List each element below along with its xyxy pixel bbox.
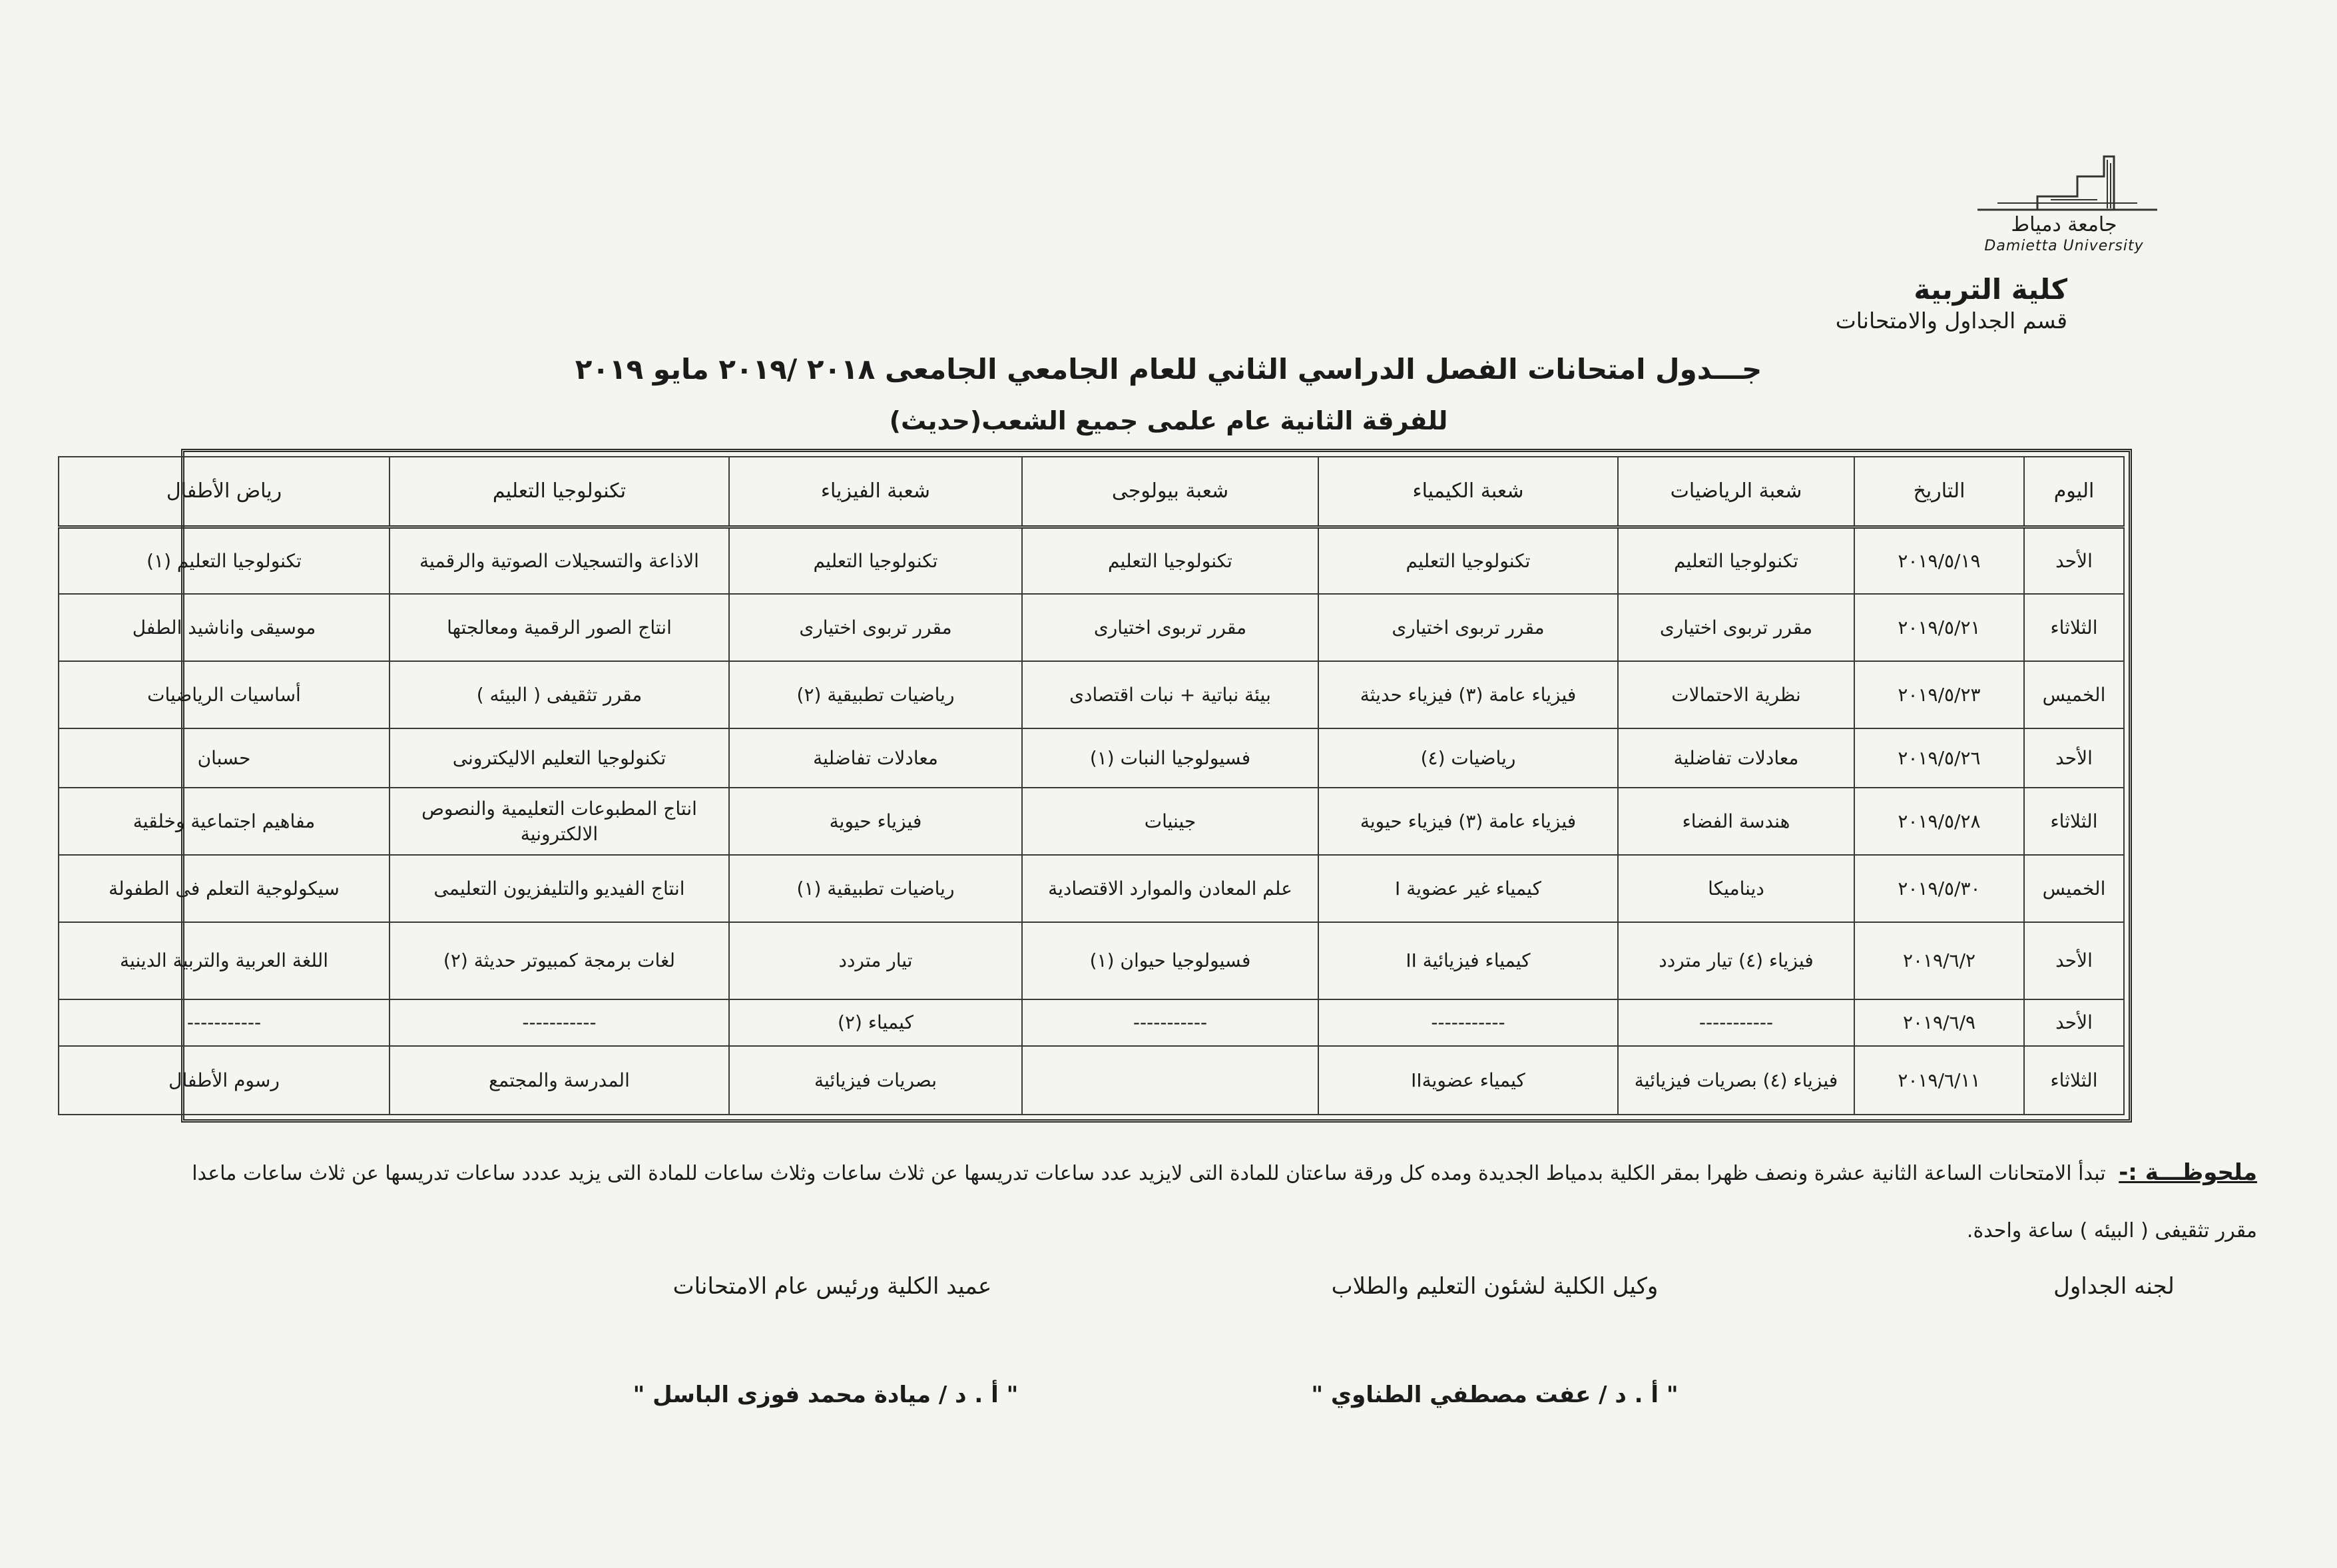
cell-chem: مقرر تربوى اختيارى <box>1318 594 1618 661</box>
cell-kg: رسوم الأطفال <box>59 1046 390 1115</box>
logo-latin-text: Damietta University <box>1984 238 2144 254</box>
table-row <box>59 855 2124 922</box>
cell-kg: اللغة العربية والتربية الدينية <box>59 922 390 999</box>
col-header-date: التاريخ <box>1854 457 2024 527</box>
note-text: تبدأ الامتحانات الساعة الثانية عشرة ونصف ظهرا بمقر الكلية بدمياط الجديدة ومده كل ورقة ساعتان للمادة التى لايزيد عدد ساعات تدريسها عن ثلاث ساعات وثلاث ساعات للمادة التى يزيد عددد ساعات تدريسها عن ثلاث ساعات ماعدا مقرر تثقيفى ( البيئه ) ساعة واحدة. <box>192 1162 2257 1242</box>
cell-phys: فيزياء حيوية <box>729 788 1022 855</box>
table-row <box>59 788 2124 855</box>
note-paragraph <box>153 1144 2257 1260</box>
cell-chem: فيزياء عامة (٣) فيزياء حيوية <box>1318 788 1618 855</box>
cell-bio: بيئة نباتية + نبات اقتصادى <box>1022 661 1318 728</box>
table-row <box>59 999 2124 1046</box>
cell-kg: أساسيات الرياضيات <box>59 661 390 728</box>
cell-chem: فيزياء عامة (٣) فيزياء حديثة <box>1318 661 1618 728</box>
cell-chem: رياضيات (٤) <box>1318 728 1618 788</box>
cell-phys: تكنولوجيا التعليم <box>729 527 1022 594</box>
table-header-row <box>59 457 2124 527</box>
table-row <box>59 922 2124 999</box>
cell-phys: بصريات فيزيائية <box>729 1046 1022 1115</box>
cell-date: ٢٠١٩/٥/٢٨ <box>1854 788 2024 855</box>
cell-date: ٢٠١٩/٥/٢٣ <box>1854 661 2024 728</box>
cell-math: فيزياء (٤) تيار متردد <box>1618 922 1854 999</box>
cell-bio: تكنولوجيا التعليم <box>1022 527 1318 594</box>
cell-tech: تكنولوجيا التعليم الاليكترونى <box>390 728 729 788</box>
cell-day: الخميس <box>2024 661 2124 728</box>
cell-tech: انتاج الصور الرقمية ومعالجتها <box>390 594 729 661</box>
dean-name: " أ . د / ميادة محمد فوزى الباسل " <box>633 1382 1019 1408</box>
cell-math: معادلات تفاضلية <box>1618 728 1854 788</box>
table-row <box>59 527 2124 594</box>
cell-math: ----------- <box>1618 999 1854 1046</box>
cell-tech: المدرسة والمجتمع <box>390 1046 729 1115</box>
table-row <box>59 1046 2124 1115</box>
document-title: جـــدول امتحانات الفصل الدراسي الثاني للعام الجامعي الجامعى ٢٠١٨ /٢٠١٩ مايو ٢٠١٩ <box>575 353 1762 386</box>
col-header-tech: تكنولوجيا التعليم <box>390 457 729 527</box>
cell-kg: مفاهيم اجتماعية وخلقية <box>59 788 390 855</box>
cell-chem: تكنولوجيا التعليم <box>1318 527 1618 594</box>
cell-kg: تكنولوجيا التعليم (١) <box>59 527 390 594</box>
cell-bio: جينيات <box>1022 788 1318 855</box>
cell-phys: كيمياء (٢) <box>729 999 1022 1046</box>
cell-tech: انتاج الفيديو والتليفزيون التعليمى <box>390 855 729 922</box>
col-header-bio: شعبة بيولوجى <box>1022 457 1318 527</box>
cell-day: الثلاثاء <box>2024 594 2124 661</box>
cell-phys: تيار متردد <box>729 922 1022 999</box>
cell-math: مقرر تربوى اختيارى <box>1618 594 1854 661</box>
cell-day: الثلاثاء <box>2024 1046 2124 1115</box>
cell-tech: ----------- <box>390 999 729 1046</box>
cell-tech: مقرر تثقيفى ( البيئه ) <box>390 661 729 728</box>
note-label: ملحوظـــة :- <box>2119 1159 2257 1186</box>
cell-date: ٢٠١٩/٥/١٩ <box>1854 527 2024 594</box>
schedule-table-frame <box>109 449 2132 1123</box>
cell-chem: كيمياء غير عضوية I <box>1318 855 1618 922</box>
cell-date: ٢٠١٩/٥/٢٦ <box>1854 728 2024 788</box>
cell-bio <box>1022 1046 1318 1115</box>
signature-committee: لجنه الجداول <box>2053 1273 2175 1300</box>
table-row <box>59 594 2124 661</box>
cell-date: ٢٠١٩/٥/٢١ <box>1854 594 2024 661</box>
cell-bio: علم المعادن والموارد الاقتصادية <box>1022 855 1318 922</box>
signature-dean: عميد الكلية ورئيس عام الامتحانات <box>672 1273 992 1300</box>
cell-phys: رياضيات تطبيقية (١) <box>729 855 1022 922</box>
vice-dean-name: " أ . د / عفت مصطفي الطناوي " <box>1311 1382 1679 1408</box>
cell-kg: ----------- <box>59 999 390 1046</box>
cell-bio: فسيولوجيا النبات (١) <box>1022 728 1318 788</box>
col-header-phys: شعبة الفيزياء <box>729 457 1022 527</box>
cell-math: تكنولوجيا التعليم <box>1618 527 1854 594</box>
cell-phys: رياضيات تطبيقية (٢) <box>729 661 1022 728</box>
cell-date: ٢٠١٩/٦/١١ <box>1854 1046 2024 1115</box>
cell-math: ديناميكا <box>1618 855 1854 922</box>
logo-building-icon <box>1938 150 2184 216</box>
cell-kg: سيكولوجية التعلم فى الطفولة <box>59 855 390 922</box>
cell-kg: موسيقى واناشيد الطفل <box>59 594 390 661</box>
logo-arabic-text: جامعة دمياط <box>2011 213 2117 236</box>
cell-tech: الاذاعة والتسجيلات الصوتية والرقمية <box>390 527 729 594</box>
cell-bio: مقرر تربوى اختيارى <box>1022 594 1318 661</box>
cell-day: الأحد <box>2024 728 2124 788</box>
cell-day: الأحد <box>2024 922 2124 999</box>
cell-day: الثلاثاء <box>2024 788 2124 855</box>
cell-tech: لغات برمجة كمبيوتر حديثة (٢) <box>390 922 729 999</box>
document-subtitle: للفرقة الثانية عام علمى جميع الشعب(حديث) <box>889 406 1448 435</box>
cell-chem: كيمياء فيزيائية II <box>1318 922 1618 999</box>
faculty-name: كلية التربية <box>1914 273 2067 306</box>
col-header-chem: شعبة الكيمياء <box>1318 457 1618 527</box>
cell-bio: فسيولوجيا حيوان (١) <box>1022 922 1318 999</box>
schedule-table <box>58 456 2125 1115</box>
cell-date: ٢٠١٩/٦/٩ <box>1854 999 2024 1046</box>
table-row <box>59 661 2124 728</box>
cell-day: الأحد <box>2024 527 2124 594</box>
cell-chem: ----------- <box>1318 999 1618 1046</box>
cell-date: ٢٠١٩/٦/٢ <box>1854 922 2024 999</box>
cell-math: نظرية الاحتمالات <box>1618 661 1854 728</box>
cell-math: فيزياء (٤) بصريات فيزيائية <box>1618 1046 1854 1115</box>
cell-day: الأحد <box>2024 999 2124 1046</box>
col-header-kg: رياض الأطفال <box>59 457 390 527</box>
table-row <box>59 728 2124 788</box>
department-name: قسم الجداول والامتحانات <box>1835 308 2067 334</box>
cell-chem: كيمياء عضويةII <box>1318 1046 1618 1115</box>
cell-bio: ----------- <box>1022 999 1318 1046</box>
cell-date: ٢٠١٩/٥/٣٠ <box>1854 855 2024 922</box>
university-logo <box>1938 150 2184 254</box>
cell-day: الخميس <box>2024 855 2124 922</box>
cell-kg: حسبان <box>59 728 390 788</box>
cell-phys: معادلات تفاضلية <box>729 728 1022 788</box>
cell-math: هندسة الفضاء <box>1618 788 1854 855</box>
col-header-math: شعبة الرياضيات <box>1618 457 1854 527</box>
cell-phys: مقرر تربوى اختيارى <box>729 594 1022 661</box>
col-header-day: اليوم <box>2024 457 2124 527</box>
signature-vice-dean: وكيل الكلية لشئون التعليم والطلاب <box>1331 1273 1659 1300</box>
cell-tech: انتاج المطبوعات التعليمية والنصوص الالكترونية <box>390 788 729 855</box>
